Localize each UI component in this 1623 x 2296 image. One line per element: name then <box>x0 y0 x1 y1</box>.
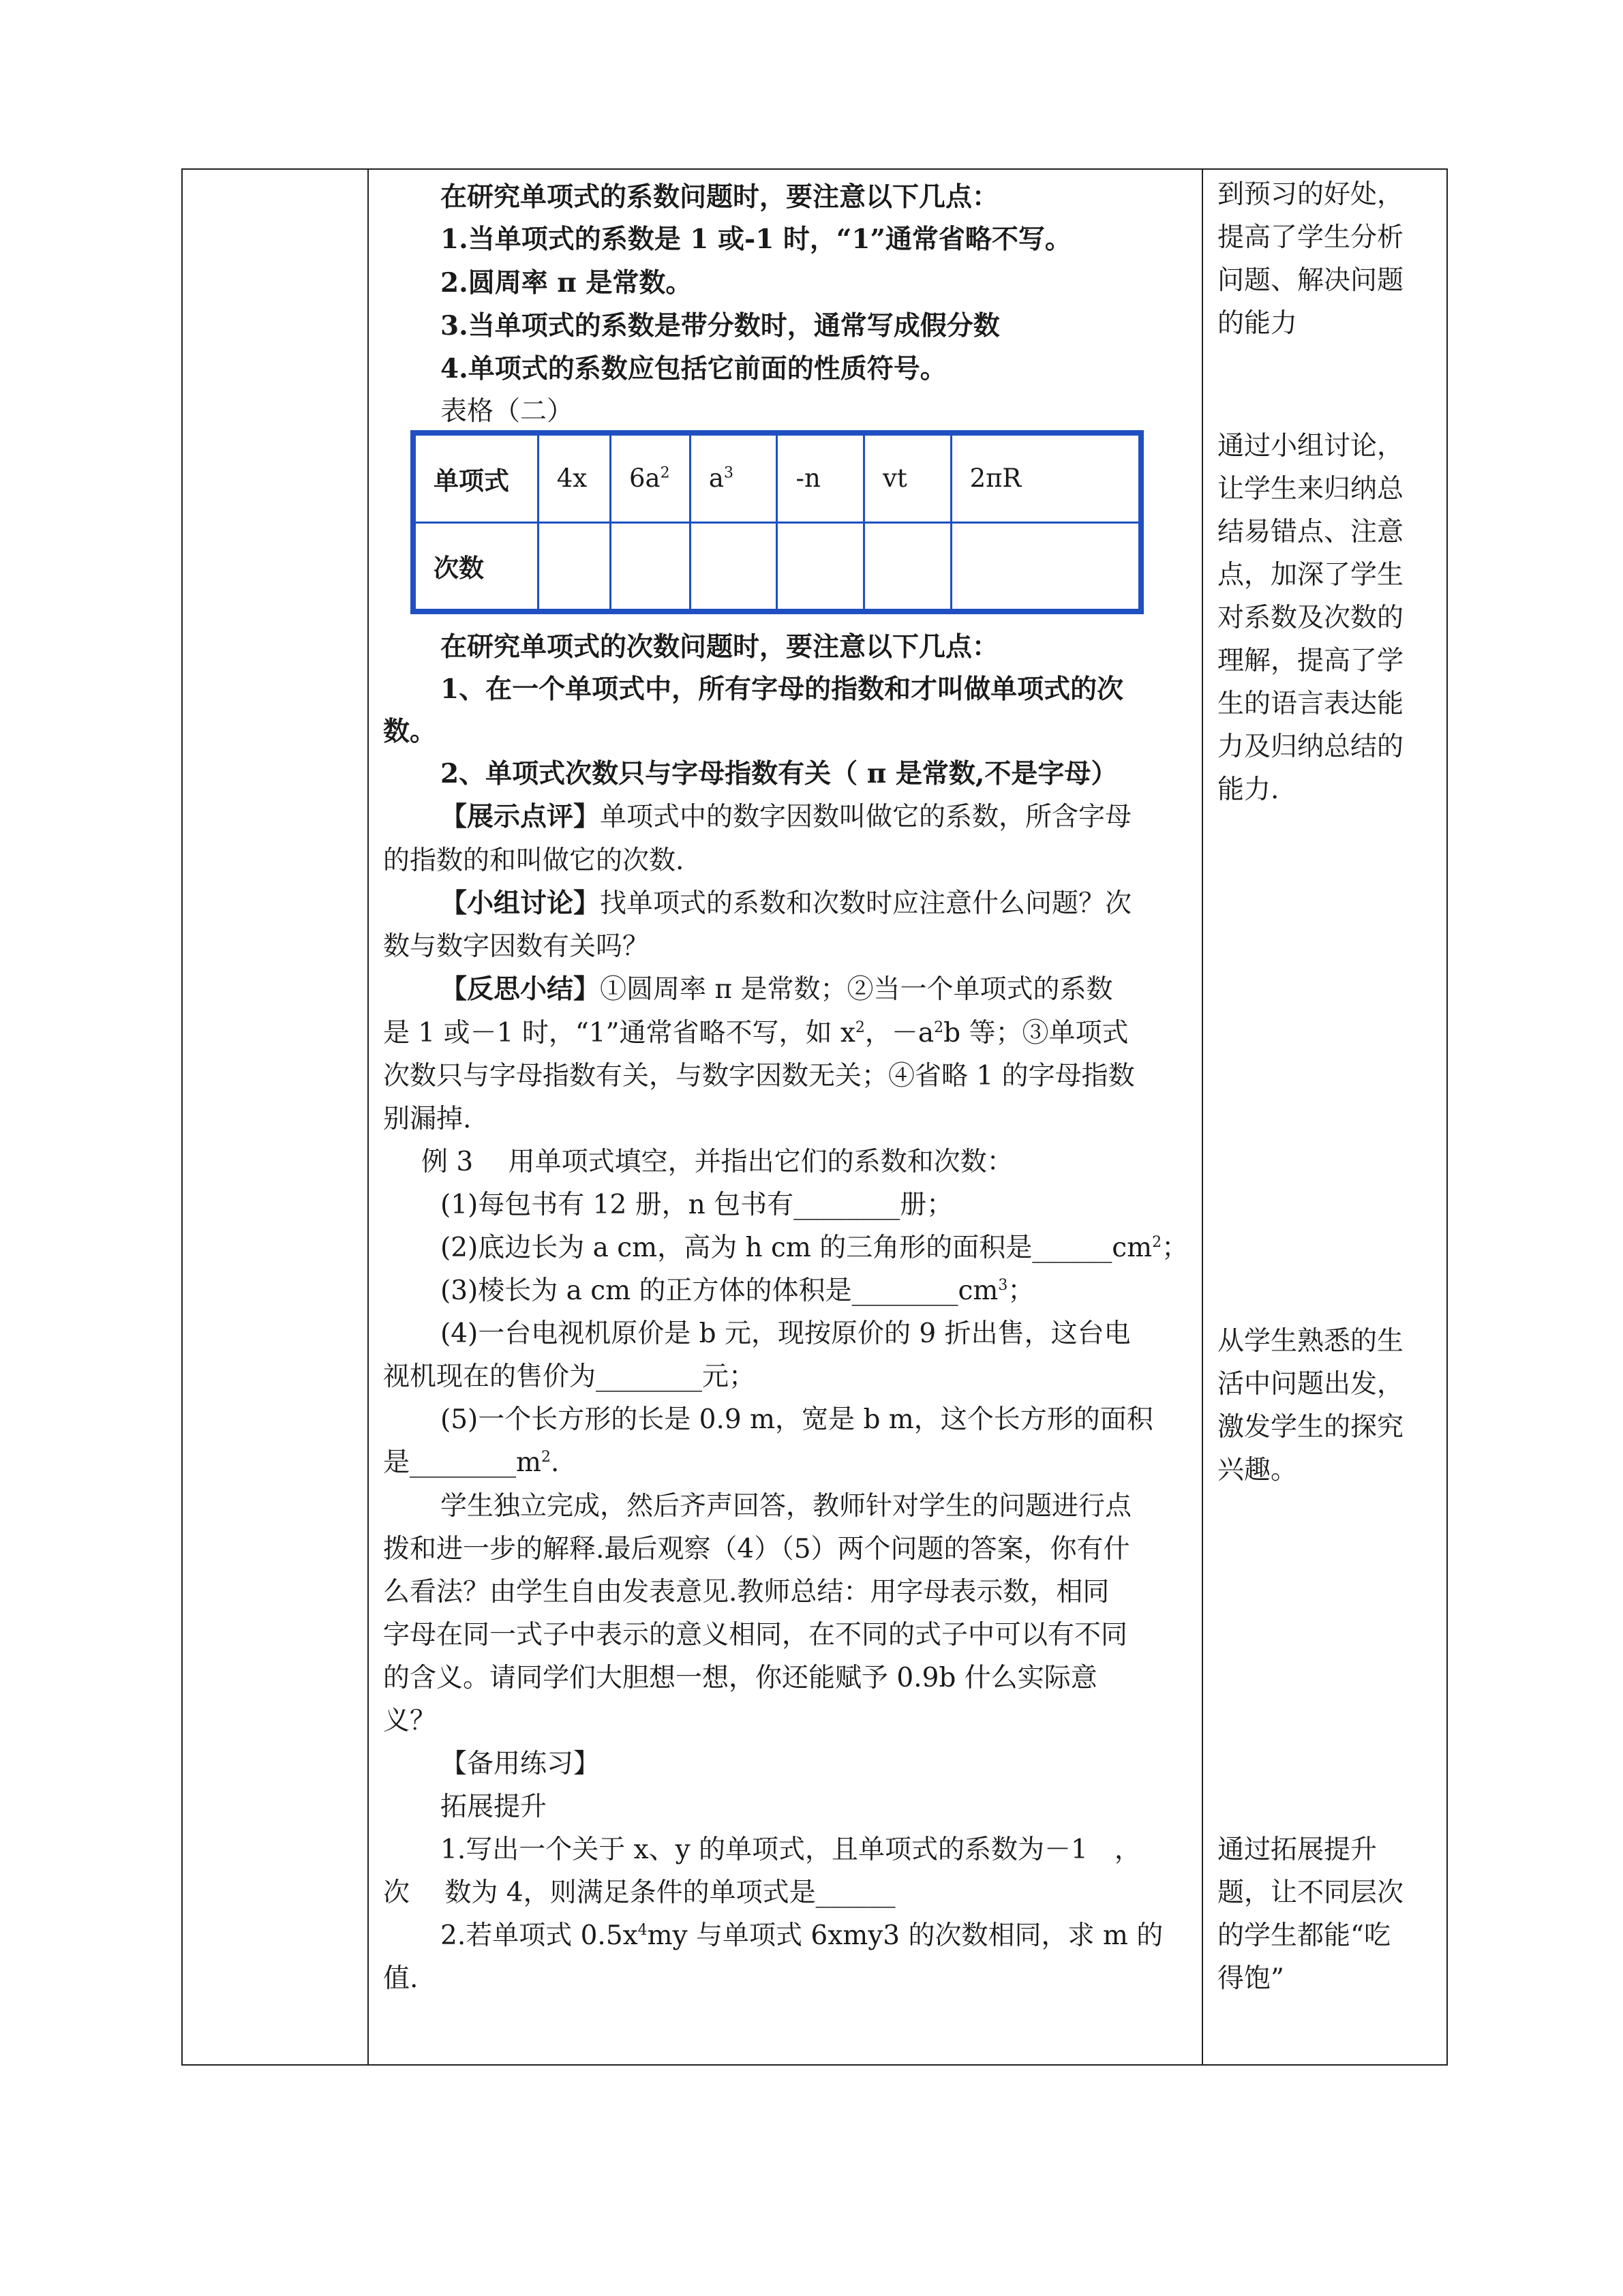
table-cell-empty <box>538 522 610 610</box>
group-discussion-cont: 数与数字因数有关吗？ <box>383 931 650 962</box>
coef-point-4: 4.单项式的系数应包括它前面的性质符号。 <box>440 353 947 384</box>
extension-question-2: 2.若单项式 $0.5x^4my$ 与单项式 6xmy3 的次数相同，求 m 的 <box>440 1920 1164 1951</box>
reflection: 【反思小结】①圆周率 π 是常数；②当一个单项式的系数 <box>440 973 1113 1005</box>
teacher-para-1: 学生独立完成，然后齐声回答，教师针对学生的问题进行点 <box>440 1491 1132 1522</box>
side-note-preview <box>1217 173 1429 345</box>
degree-point-1: 1、在一个单项式中，所有字母的指数和才叫做单项式的次 <box>440 674 1124 705</box>
table-cell: $6a^2$ <box>611 435 691 523</box>
table2-caption: 表格（二） <box>440 396 574 427</box>
degree-table <box>410 430 1144 614</box>
table-cell-header: 次数 <box>415 522 539 610</box>
reflection-line-4: 别漏掉. <box>383 1104 472 1134</box>
teacher-para-2: 拨和进一步的解释.最后观察（4）（5）两个问题的答案，你有什 <box>383 1534 1130 1565</box>
coef-title: 在研究单项式的系数问题时，要注意以下几点： <box>440 181 999 213</box>
table-cell: 4x <box>538 435 610 523</box>
degree-title: 在研究单项式的次数问题时，要注意以下几点： <box>440 631 999 663</box>
example-3-item-3: (3)棱长为 a cm 的正方体的体积是$\_\_\_\_\_\_\_\_cm^3$； <box>440 1275 1035 1306</box>
side-note-group-discussion <box>1217 425 1429 811</box>
table-cell: $a^3$ <box>690 435 777 523</box>
side-note-real-life <box>1217 1320 1429 1492</box>
example-3-item-1: (1)每包书有 12 册，n 包书有________册； <box>440 1190 954 1220</box>
note-line: 生的语言表达能 <box>1217 689 1404 719</box>
table-cell: vt <box>864 435 952 523</box>
show-comment-cont: 的指数的和叫做它的次数. <box>383 845 684 876</box>
example-3-item-2: (2)底边长为 a cm，高为 h cm 的三角形的面积是$\_\_\_\_\_\_cm^2$； <box>440 1233 1189 1263</box>
note-line: 到预习的好处， <box>1217 179 1404 210</box>
side-note-extension <box>1217 1828 1429 2000</box>
note-line: 理解，提高了学 <box>1217 646 1404 676</box>
group-discussion: 【小组讨论】找单项式的系数和次数时应注意什么问题？次 <box>440 888 1132 919</box>
table-cell-empty <box>611 522 691 610</box>
teacher-para-6: 义？ <box>383 1706 437 1736</box>
table-cell: 2πR <box>951 435 1139 523</box>
teacher-para-5: 的含义。请同学们大胆想一想，你还能赋予 0.9b 什么实际意 <box>383 1663 1097 1693</box>
example-3-title: 例 3 用单项式填空，并指出它们的系数和次数： <box>421 1147 1014 1177</box>
coef-point-2: 2.圆周率 π 是常数。 <box>440 267 693 299</box>
degree-point-1-cont: 数。 <box>383 716 437 747</box>
spare-practice-heading: 【备用练习】 <box>440 1749 601 1779</box>
example-3-item-5: (5)一个长方形的长是 0.9 m，宽是 b m，这个长方形的面积 <box>440 1404 1153 1435</box>
note-line: 从学生熟悉的生 <box>1217 1326 1404 1357</box>
teacher-para-4: 字母在同一式子中表示的意义相同，在不同的式子中可以有不同 <box>383 1620 1128 1650</box>
show-comment: 【展示点评】单项式中的数字因数叫做它的系数，所含字母 <box>440 801 1132 832</box>
reflection-line-2: 是 1 或－1 时，“1”通常省略不写，如 $x^2$，$-a^2b$ 等；③单项式 <box>383 1018 1129 1048</box>
example-3-item-5-cont: 是$\_\_\_\_\_\_\_\_m^2$. <box>383 1447 560 1478</box>
extension-question-1: 1.写出一个关于 x、y 的单项式，且单项式的系数为－1 ， <box>440 1834 1141 1865</box>
note-line: 激发学生的探究 <box>1217 1412 1404 1442</box>
coef-point-3: 3.当单项式的系数是带分数时，通常写成假分数 <box>440 310 1000 342</box>
note-line: 的能力 <box>1217 308 1298 339</box>
note-line: 得饱” <box>1217 1963 1284 1994</box>
extension-question-1-cont: 次 数为 4，则满足条件的单项式是______ <box>383 1877 896 1908</box>
note-line: 让学生来归纳总 <box>1217 474 1404 504</box>
note-line: 通过小组讨论， <box>1217 431 1404 462</box>
note-line: 提高了学生分析 <box>1217 222 1404 253</box>
note-line: 活中问题出发， <box>1217 1369 1404 1400</box>
note-line: 兴趣。 <box>1217 1455 1298 1485</box>
note-line: 点，加深了学生 <box>1217 560 1404 590</box>
note-line: 结易错点、注意 <box>1217 517 1404 547</box>
note-line: 的学生都能“吃 <box>1217 1920 1391 1951</box>
column-divider-2 <box>1202 168 1203 2066</box>
extension-heading: 拓展提升 <box>440 1792 547 1822</box>
table-cell-header: 单项式 <box>415 435 539 523</box>
example-3-item-4: (4)一台电视机原价是 b 元，现按原价的 9 折出售，这台电 <box>440 1318 1131 1349</box>
teacher-para-3: 么看法？由学生自由发表意见.教师总结：用字母表示数，相同 <box>383 1577 1110 1607</box>
extension-question-2-cont: 值. <box>383 1963 419 1994</box>
degree-point-2: 2、单项式次数只与字母指数有关（ π 是常数,不是字母） <box>440 758 1118 789</box>
table-cell-empty <box>864 522 952 610</box>
note-line: 问题、解决问题 <box>1217 265 1404 296</box>
table-cell-empty <box>690 522 777 610</box>
note-line: 力及归纳总结的 <box>1217 731 1404 762</box>
note-line: 题，让不同层次 <box>1217 1877 1404 1908</box>
table-cell-empty <box>951 522 1139 610</box>
table-cell-empty <box>777 522 864 610</box>
reflection-line-3: 次数只与字母指数有关，与数字因数无关；④省略 1 的字母指数 <box>383 1061 1135 1091</box>
note-line: 能力. <box>1217 774 1279 805</box>
note-line: 通过拓展提升 <box>1217 1834 1378 1865</box>
coef-point-1: 1.当单项式的系数是 1 或-1 时，“1”通常省略不写。 <box>440 224 1072 255</box>
table-cell: -n <box>777 435 864 523</box>
example-3-item-4-cont: 视机现在的售价为________元； <box>383 1361 756 1392</box>
note-line: 对系数及次数的 <box>1217 603 1404 633</box>
column-divider-1 <box>367 168 369 2066</box>
